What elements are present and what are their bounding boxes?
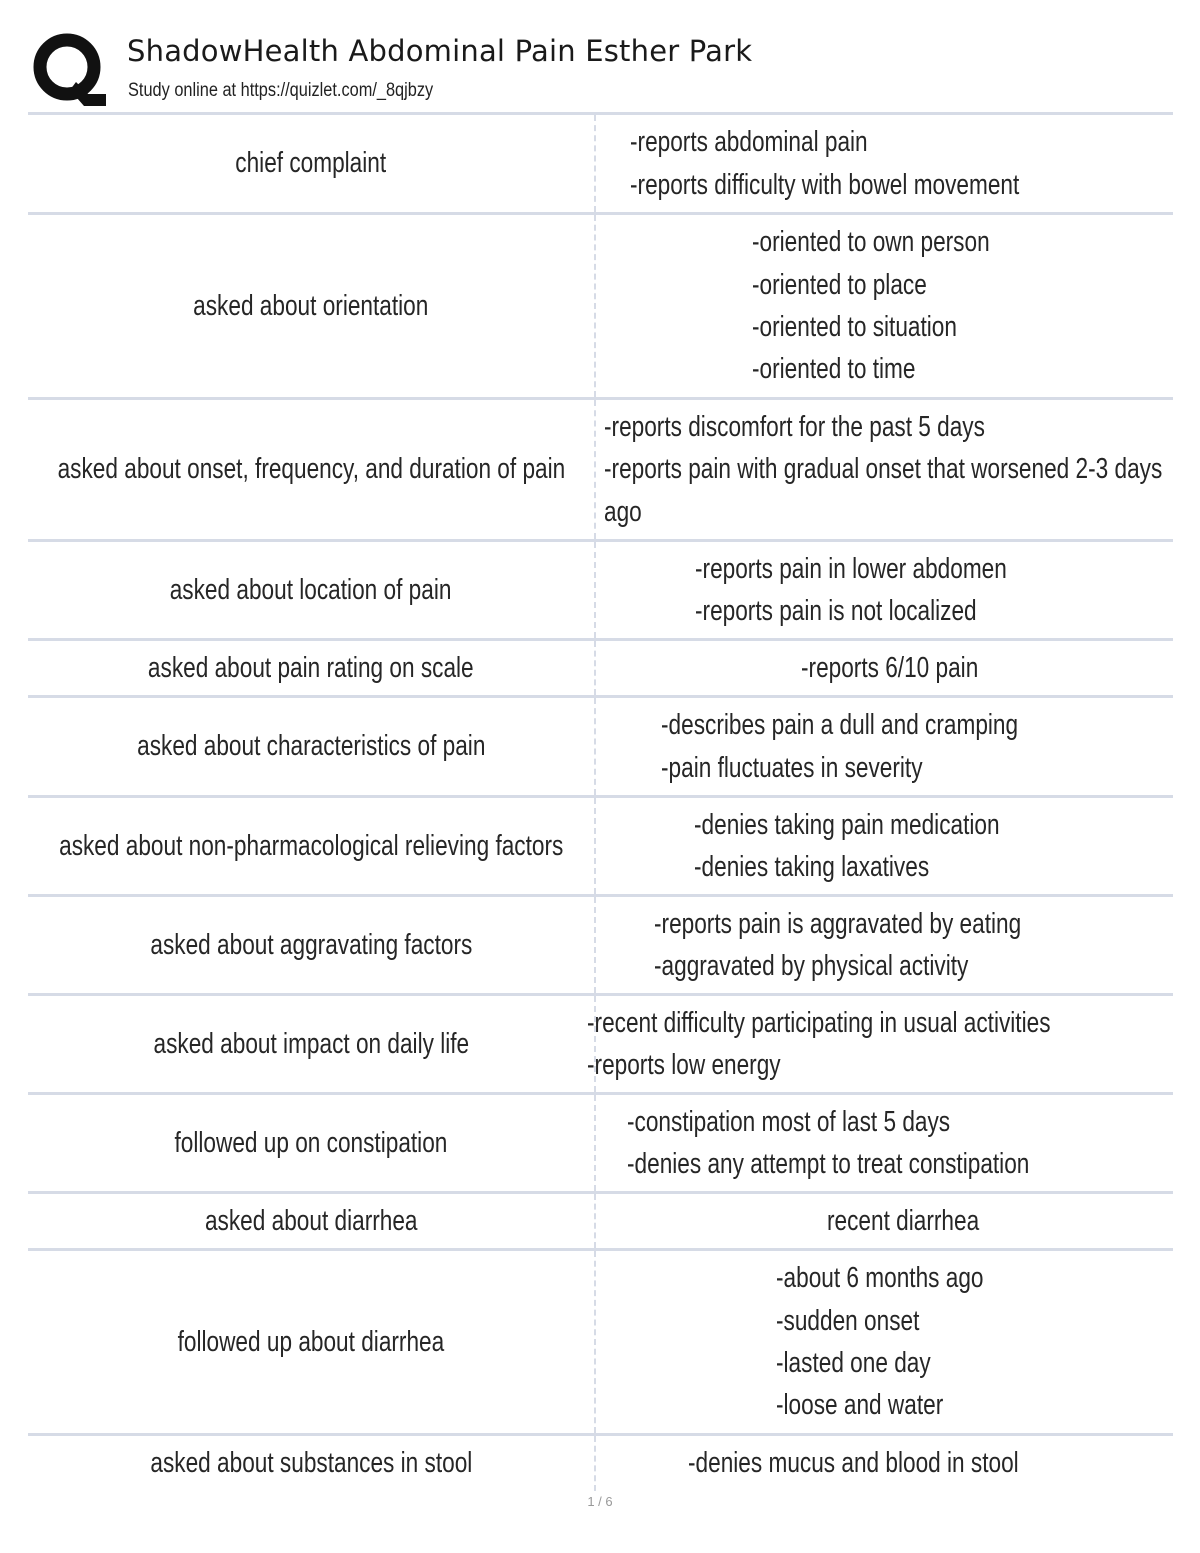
- term-cell: asked about location of pain: [28, 542, 596, 638]
- definition-cell: [596, 641, 1173, 695]
- table-row: [28, 638, 1173, 695]
- flashcard-table: [28, 112, 1173, 1491]
- definition-line: -oriented to situation: [752, 311, 958, 343]
- definition-cell: [596, 1251, 1173, 1433]
- definition-line: -denies any attempt to treat constipation: [626, 1148, 1029, 1180]
- definition-line: -reports pain in lower abdomen: [694, 552, 1007, 585]
- page-header: [30, 28, 1170, 112]
- definition-line: -loose and water: [776, 1389, 944, 1422]
- page-title: ShadowHealth Abdominal Pain Esther Park: [127, 34, 753, 68]
- quizlet-q-logo-icon: [32, 32, 106, 106]
- definition-cell: [596, 115, 1173, 212]
- table-row: [28, 993, 1173, 1092]
- table-row: [28, 212, 1173, 397]
- definition-line: -aggravated by physical activity: [654, 950, 969, 982]
- definition-cell: [587, 996, 1173, 1092]
- definition-cell: [596, 1095, 1173, 1191]
- definition-line: -oriented to own person: [752, 226, 990, 259]
- term-cell: asked about pain rating on scale: [28, 641, 596, 695]
- term-cell: asked about aggravating factors: [28, 897, 596, 993]
- table-row: [28, 795, 1173, 894]
- term-cell: asked about non-pharmacological relieving factors: [28, 798, 596, 894]
- definition-cell: [596, 400, 1173, 539]
- definition-cell: [596, 897, 1173, 993]
- definition-line: -sudden onset: [776, 1304, 920, 1337]
- term-cell: asked about substances in stool: [28, 1436, 596, 1491]
- definition-line: recent diarrhea: [826, 1204, 980, 1237]
- definition-line: -denies taking pain medication: [693, 808, 1000, 841]
- definition-line: -constipation most of last 5 days: [626, 1105, 950, 1138]
- definition-line: -reports discomfort for the past 5 days: [604, 410, 985, 443]
- definition-line: -describes pain a dull and cramping: [660, 709, 1018, 742]
- term-cell: asked about impact on daily life: [28, 996, 596, 1092]
- study-link[interactable]: Study online at https://quizlet.com/_8qjbzy: [128, 80, 434, 101]
- definition-cell: [596, 798, 1173, 894]
- definition-line: -reports pain with gradual onset that worsened 2-3 days: [604, 453, 1163, 486]
- definition-cell: [596, 215, 1173, 397]
- definition-line: -reports difficulty with bowel movement: [629, 168, 1020, 201]
- table-row: [28, 539, 1173, 638]
- term-cell: followed up about diarrhea: [28, 1251, 596, 1433]
- definition-line: -oriented to time: [752, 353, 916, 386]
- definition-cell: [596, 698, 1173, 795]
- table-row: [28, 112, 1173, 212]
- table-row: [28, 1248, 1173, 1433]
- table-row: [28, 1191, 1173, 1248]
- term-cell: asked about characteristics of pain: [28, 698, 596, 795]
- page-number: 1 / 6: [587, 1494, 613, 1509]
- term-cell: asked about diarrhea: [28, 1194, 596, 1248]
- definition-line: -denies mucus and blood in stool: [687, 1447, 1019, 1480]
- definition-line: -reports pain is not localized: [694, 595, 977, 627]
- definition-line: -pain fluctuates in severity: [660, 751, 923, 784]
- definition-line: -about 6 months ago: [776, 1262, 984, 1295]
- table-row: [28, 397, 1173, 539]
- definition-line: -reports pain is aggravated by eating: [654, 907, 1022, 940]
- term-cell: followed up on constipation: [28, 1095, 596, 1191]
- term-cell: asked about onset, frequency, and duration of pain: [28, 400, 596, 539]
- table-row: [28, 1092, 1173, 1191]
- definition-line: -denies taking laxatives: [693, 851, 929, 883]
- definition-cell: [596, 1436, 1173, 1491]
- definition-line: ago: [604, 495, 642, 528]
- definition-line: -reports low energy: [587, 1049, 781, 1081]
- table-row: [28, 1433, 1173, 1491]
- definition-line: -reports abdominal pain: [629, 126, 868, 159]
- definition-line: -reports 6/10 pain: [800, 651, 979, 684]
- definition-cell: [596, 542, 1173, 638]
- table-row: [28, 695, 1173, 795]
- term-cell: chief complaint: [28, 115, 596, 212]
- table-row: [28, 894, 1173, 993]
- definition-line: -lasted one day: [776, 1347, 932, 1379]
- term-cell: asked about orientation: [28, 215, 596, 397]
- definition-cell: [596, 1194, 1173, 1248]
- definition-line: -oriented to place: [752, 268, 927, 301]
- definition-line: -recent difficulty participating in usual activities: [587, 1006, 1051, 1039]
